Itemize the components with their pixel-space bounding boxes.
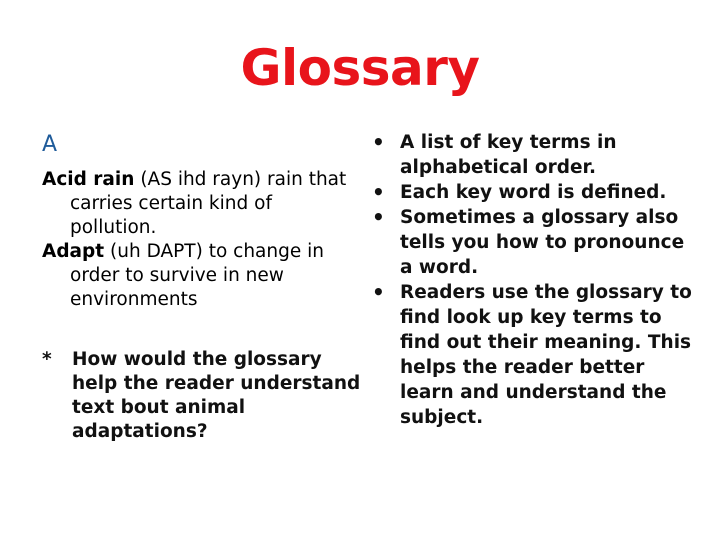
glossary-facts xyxy=(372,130,692,430)
bullet-list xyxy=(372,130,692,430)
asterisk-marker: * xyxy=(42,349,52,370)
bullet-icon: • xyxy=(372,205,385,229)
bullet-item xyxy=(372,205,692,280)
bullet-icon: • xyxy=(372,130,385,154)
slide-title: Glossary xyxy=(240,39,480,97)
bullet-item xyxy=(372,280,692,430)
entry-definition: (AS ihd rayn) rain that carries certain kind of pollution. xyxy=(70,169,347,238)
discussion-question xyxy=(42,348,362,444)
bullet-text: Readers use the glossary to find look up key terms to find out their meaning. This helps the reader better learn and understand the subject. xyxy=(400,282,692,428)
bullet-item xyxy=(372,180,692,205)
letter-heading: A xyxy=(42,132,58,157)
bullet-text: A list of key terms in alphabetical order. xyxy=(400,132,617,178)
glossary-entry xyxy=(42,168,362,240)
glossary-example xyxy=(42,130,362,444)
entry-definition: (uh DAPT) to change in order to survive in new environments xyxy=(70,241,324,310)
bullet-icon: • xyxy=(372,280,385,304)
entry-term: Acid rain xyxy=(42,169,135,190)
entry-term: Adapt xyxy=(42,241,105,262)
question-text: How would the glossary help the reader understand text bout animal adaptations? xyxy=(72,349,361,442)
bullet-text: Each key word is defined. xyxy=(400,182,667,203)
bullet-icon: • xyxy=(372,180,385,204)
glossary-entry xyxy=(42,240,362,312)
bullet-text: Sometimes a glossary also tells you how to pronounce a word. xyxy=(400,207,685,278)
bullet-item xyxy=(372,130,692,180)
